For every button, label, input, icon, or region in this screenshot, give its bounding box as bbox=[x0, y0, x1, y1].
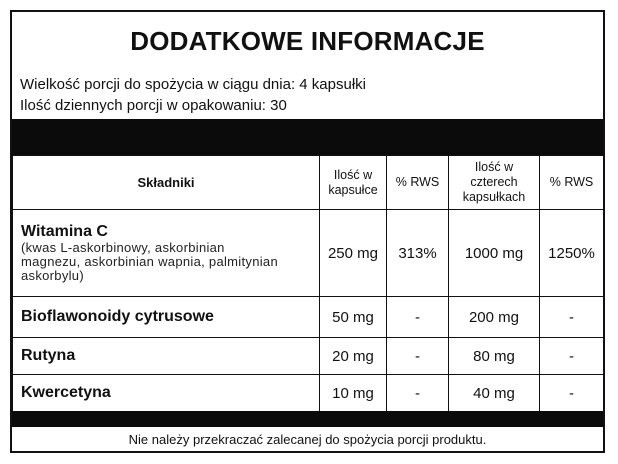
header-text: kapsułce bbox=[328, 182, 378, 197]
amount-per-capsule: 50 mg bbox=[320, 297, 387, 338]
header-amount-per-capsule bbox=[320, 156, 387, 210]
table-row bbox=[13, 338, 604, 375]
separator-bar-top bbox=[12, 119, 603, 155]
serving-size-text: Wielkość porcji do spożycia w ciągu dnia: 4 kapsułki bbox=[20, 76, 366, 93]
amount-per-four-capsules: 40 mg bbox=[449, 375, 540, 412]
ingredient-composition: askorbylu) bbox=[21, 268, 84, 283]
ingredient-cell bbox=[13, 210, 320, 297]
warning-footer: Nie należy przekraczać zalecanej do spożycia porcji produktu. bbox=[128, 432, 487, 447]
table-row bbox=[13, 210, 604, 297]
rws-per-capsule: - bbox=[387, 375, 449, 412]
rws-per-four-capsules: - bbox=[540, 375, 604, 412]
amount-per-capsule: 10 mg bbox=[320, 375, 387, 412]
amount-per-capsule: 250 mg bbox=[320, 210, 387, 297]
rws-per-capsule: 313% bbox=[387, 210, 449, 297]
ingredient-name: Kwercetyna bbox=[21, 384, 111, 401]
supplement-facts-panel bbox=[10, 10, 605, 453]
ingredient-composition: magnezu, askorbinian wapnia, palmitynian bbox=[21, 254, 278, 269]
header-rws-1: % RWS bbox=[387, 156, 449, 210]
ingredient-cell bbox=[13, 297, 320, 338]
amount-per-capsule: 20 mg bbox=[320, 338, 387, 375]
ingredients-table bbox=[12, 155, 604, 412]
rws-per-capsule: - bbox=[387, 338, 449, 375]
amount-per-four-capsules: 200 mg bbox=[449, 297, 540, 338]
header-text: Ilość w bbox=[333, 167, 373, 182]
ingredient-cell bbox=[13, 338, 320, 375]
ingredient-name: Rutyna bbox=[21, 347, 76, 364]
header-amount-per-four-capsules bbox=[449, 156, 540, 210]
header-ingredient: Składniki bbox=[13, 156, 320, 210]
rws-per-capsule: - bbox=[387, 297, 449, 338]
header-text: czterech bbox=[470, 175, 518, 189]
table-header-row bbox=[13, 156, 604, 210]
ingredient-cell bbox=[13, 375, 320, 412]
amount-per-four-capsules: 80 mg bbox=[449, 338, 540, 375]
ingredient-name: Witamina C bbox=[21, 223, 108, 240]
ingredient-composition: (kwas L-askorbinowy, askorbinian bbox=[21, 240, 225, 255]
header-rws-2: % RWS bbox=[540, 156, 604, 210]
header-text: Ilość w bbox=[474, 160, 514, 174]
rws-per-four-capsules: - bbox=[540, 338, 604, 375]
table-row bbox=[13, 375, 604, 412]
panel-title: DODATKOWE INFORMACJE bbox=[130, 26, 485, 56]
rws-per-four-capsules: 1250% bbox=[540, 210, 604, 297]
ingredient-name: Bioflawonoidy cytrusowe bbox=[21, 308, 214, 325]
table-row bbox=[13, 297, 604, 338]
servings-per-container-text: Ilość dziennych porcji w opakowaniu: 30 bbox=[20, 97, 287, 114]
header-text: kapsułkach bbox=[462, 190, 526, 204]
amount-per-four-capsules: 1000 mg bbox=[449, 210, 540, 297]
rws-per-four-capsules: - bbox=[540, 297, 604, 338]
serving-info bbox=[20, 74, 366, 116]
separator-bar-bottom bbox=[12, 411, 603, 427]
